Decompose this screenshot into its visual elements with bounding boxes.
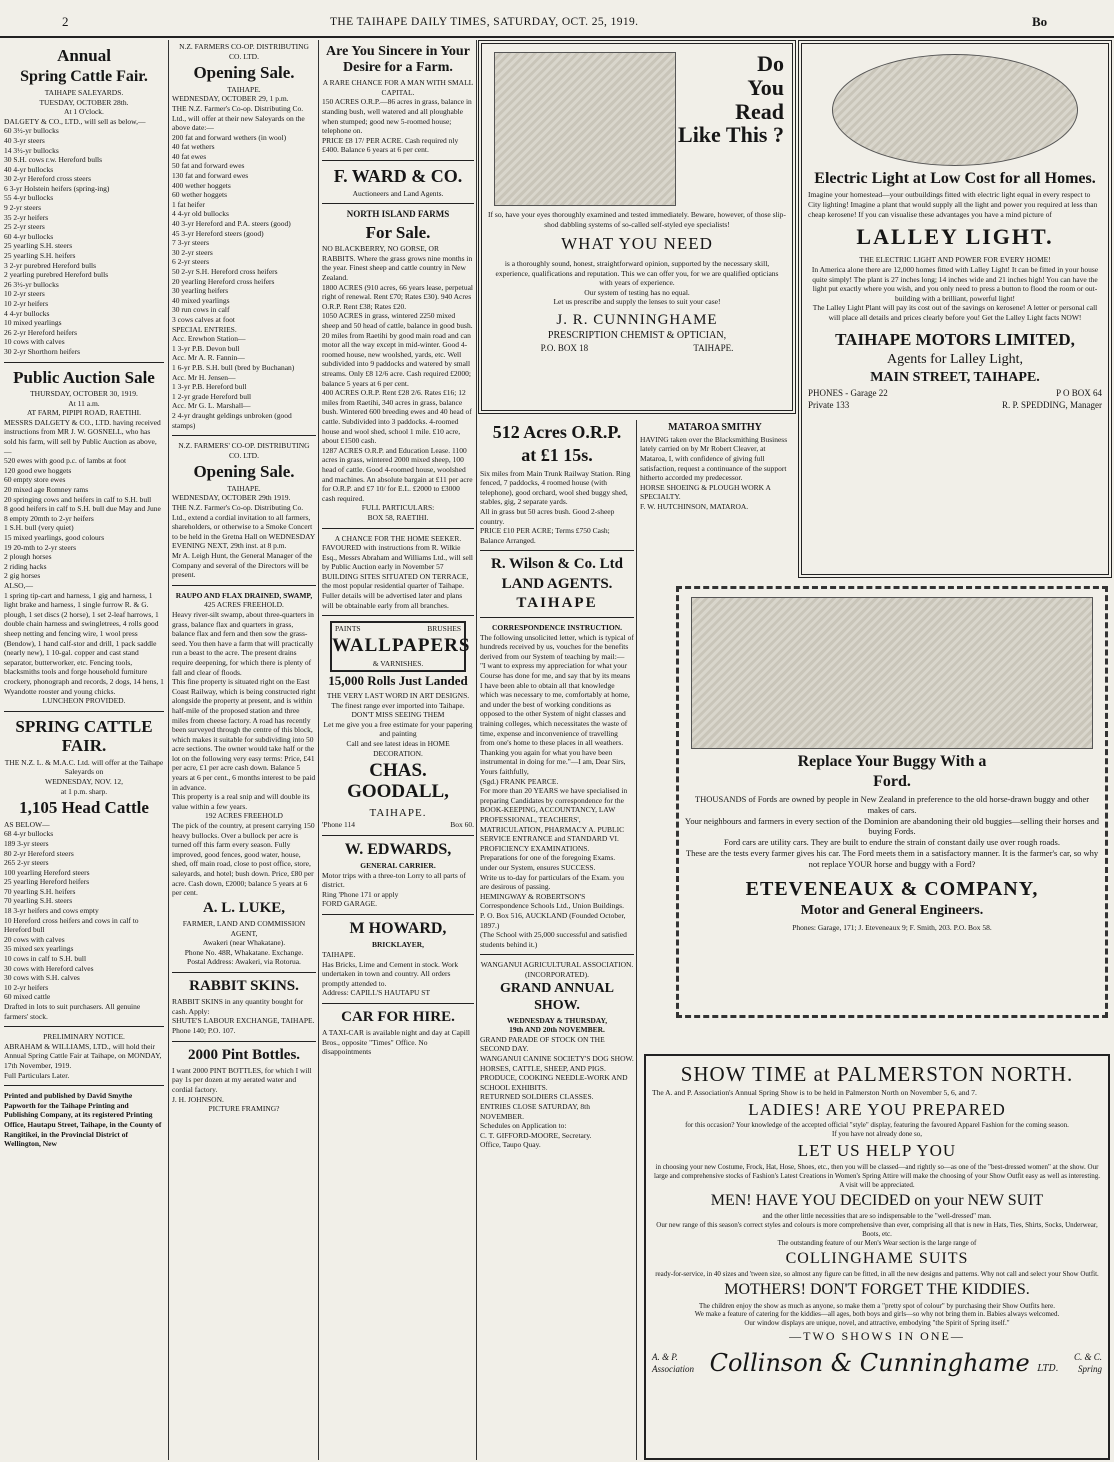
spring-cattle-subtitle: 1,105 Head Cattle: [19, 798, 149, 818]
column-divider: [318, 40, 319, 1460]
show-two-shows: —TWO SHOWS IN ONE—: [789, 1329, 965, 1344]
show-right: [1074, 1352, 1102, 1375]
optician-what: WHAT YOU NEED: [561, 234, 713, 254]
lalley-agents: Agents for Lalley Light,: [886, 352, 1024, 368]
show-h4: COLLINGHAME SUITS: [785, 1249, 969, 1267]
show-h2: LET US HELP YOU: [797, 1141, 957, 1161]
farmers2-body: WEDNESDAY, OCTOBER 29th 1919. THE N.Z. Farmer's Co-op. Distributing Co. Ltd., extend a cordial invitation to all farmers, shareholders, or otherwise to a Smoke Concert to be held in the Gretna Hall on WEDNESDAY EVENING NEXT, 29th inst. at 8 p.m. Mr A. Leigh Hunt, the General Manager of the Company and several of the Directors will be present.: [172, 493, 316, 580]
ford-sub: Motor and General Engineers.: [800, 902, 984, 918]
show-p2: in choosing your new Costume, Frock, Hat, Hose, Shoes, etc., then you will be classed—and rightly so—as one of the "best-dressed women" at the show. Our large and comprehensive stocks of Fashion's Latest Creations in Women's Spring Attire will make the choosing of your Show Outfit easy as well as interesting. A visit will be appreciated.: [654, 1162, 1102, 1189]
column-2: [172, 42, 316, 1460]
divider: [322, 1003, 474, 1004]
wilson-title-2: LAND AGENTS.: [501, 575, 613, 592]
lalley-brand: LALLEY LIGHT.: [856, 224, 1054, 250]
farmers1-place: TAIHAPE.: [227, 84, 261, 94]
raupo-body2: The pick of the country, at present carrying 150 heavy bullocks. Over a bullock per acre is turned off this farm every season. Fully improved, good fences, good water, house, shed, off main road, close to post office, store, saleyards, and hotel; bush down. Price, £80 per acre. Cash down, £2000; balance 5 years at 6 per cent.: [172, 821, 317, 898]
luke-body: FARMER, LAND AND COMMISSION AGENT, Awakeri (near Whakatane). Phone No. 48R, Whakatane. Exchange. Postal Address: Awakeri, via Rotorua.: [182, 919, 306, 967]
lalley-light-ad: [798, 40, 1112, 578]
luke-title: A. L. LUKE,: [202, 899, 286, 916]
show-right-2: Spring: [1077, 1363, 1102, 1374]
lalley-body2: THE ELECTRIC LIGHT AND POWER FOR EVERY HOME! In America alone there are 12,000 homes fitted with Lalley Light! It can be fitted in your house quite simply! The plant is 27 inches long; 14 inches wide and 21 inches high! You can have the light put exactly where you wish, and you only need to press a button to flood the room or out-building with a brilliant, powerful light! The Lalley Light Plant will pay its cost out of the savings on kerosene! A letter or personal call will place all details and prices clearly before you! Get the Lalley Light facts NOW!: [811, 255, 1099, 322]
show-left-1: A. & P.: [652, 1352, 678, 1363]
column-4: [480, 420, 634, 1460]
lalley-box: P O BOX 64: [1056, 388, 1102, 399]
lalley-manager: R. P. SPEDDING, Manager: [1002, 399, 1102, 410]
signature-ltd: LTD.: [1037, 1364, 1059, 1375]
correspondence-body: The following unsolicited letter, which is typical of hundreds received by us, vouches for the benefits derived from our System of teaching by mail:— "I want to express my appreciation for what your Course has done for me, and say that by its means I have been able to obtain all that knowledge which was necessary to me, comfortably at home, and under the best of working conditions as opposed to the other System of night classes and training colleges, which necessitates the waste of time, expense and inconvenience of travelling from one's home to these places in all weathers. Thanking you again for what you have been instrumental in doing for me."—I am, Dear Sirs, Yours faithfully, (Sgd.) FRANK PEARCE. For more than 20 YEARS we have specialised in preparing Candidates by correspondence for the BOOK-KEEPING, ACCOUNTANCY, LAW PROFESSIONAL, TEACHERS', MATRICULATION, PHARMACY A. PUBLIC SERVICE ENTRANCE and STANDARD VI. PROFICIENCY EXAMINATIONS. Preparations for one of the foregoing Exams. under our System, ensures SUCCESS. Write us to-day for particulars of the Exam. you are desirous of passing. HEMINGWAY & ROBERTSON'S Correspondence Schools Ltd., Union Buildings. P. O. Box 516, AUCKLAND (Founded October, 1897.) (The School with 25,000 successful and satisfied students behind it.): [480, 632, 634, 949]
show-title: SHOW TIME at PALMERSTON NORTH.: [680, 1062, 1074, 1086]
rabbit-title: RABBIT SKINS.: [189, 978, 299, 994]
preliminary-body: ABRAHAM & WILLIAMS, LTD., will hold their Annual Spring Cattle Fair at Taihape, on MONDAY, 17th November, 1919. Full Particulars Later.: [4, 1041, 162, 1080]
divider: [322, 528, 474, 529]
ward-sub: Auctioneers and Land Agents.: [352, 188, 444, 198]
wanganui-org: WANGANUI AGRICULTURAL ASSOCIATION. (INCORPORATED).: [480, 960, 636, 979]
lalley-phones-1: PHONES - Garage 22: [808, 388, 888, 399]
divider: [4, 362, 164, 363]
preliminary-title: PRELIMINARY NOTICE.: [43, 1032, 125, 1042]
divider: [4, 1085, 164, 1086]
signature-name: Collinson & Cunninghame: [709, 1349, 1030, 1378]
ford-body: THOUSANDS of Fords are owned by people in New Zealand in preference to the old horse-drawn buggy and other makes of cars. Your neighbours and farmers in every section of the Dominion are abandoning their old buggies—selling their horses and buying Fords. Ford cars are utility cars. They are built to endure the strain of constant daily use over rough roads. These are the tests every farmer gives his car. The Ford meets them in a satisfactory manner. It is the farmer's car, so why not replace YOUR horse and buggy with a Ford?: [685, 793, 1099, 870]
man-reading-illustration: [494, 52, 676, 206]
divider: [322, 835, 474, 836]
optician-body2: is a thoroughly sound, honest, straightforward opinion, supported by the necessary skill, experience, qualifications and reputation. This we can offer you, for we are qualified opticians with years of experience. Our system of testing has no equal. Let us prescribe and supply the lenses to suit your case!: [495, 258, 779, 307]
spring-cattle-intro: THE N.Z. L. & M.A.C. Ltd. will offer at the Taihape Saleyards on WEDNESDAY, NOV. 12, at 1 p.m. sharp.: [4, 757, 164, 796]
acres512-body: Six miles from Main Trunk Railway Station. Ring fenced, 7 paddocks, 4 roomed house (with telephone), good orchard, wool shed buggy shed, stables, gig, 2 separate yards. All in grass but 50 acres bush. Good 2-sheep country. PRICE £10 PER ACRE; Terms £750 Cash; Balance Arranged.: [480, 468, 631, 545]
farmers1-body: WEDNESDAY, OCTOBER 29, 1 p.m. THE N.Z. Farmer's Co-op. Distributing Co. Ltd., will offer at their new Saleyards on the above date:— 200 fat and forward wethers (in wool) 40 fat wethers 40 fat ewes 50 fat and forward ewes 130 fat and forward ewes 400 wether hoggets 60 wether hoggets 1 fat heifer 4 4-yr old bullocks 40 3-yr Hereford and P.A. steers (good) 45 3-yr Hereford steers (good) 7 3-yr steers 30 2-yr steers 6 2-yr steers 50 2-yr S.H. Hereford cross heifers 20 yearling Hereford cross heifers 30 yearling heifers 40 mixed yearlings 30 run cows in calf 3 cows calves at foot SPECIAL ENTRIES. Acc. Erewhon Station— 1 3-yr P.B. Devon bull Acc. Mr A. R. Fannin— 1 6-yr P.B. S.H. bull (bred by Buchanan) Acc. Mr H. Jensen— 1 3-yr P.B. Hereford bull 1 2-yr grade Hereford bull Acc. Mr G. L. Marshall— 2 4-yr draught geldings unbroken (good stamps): [172, 94, 305, 430]
ford-company: ETEVENEAUX & COMPANY,: [745, 877, 1039, 900]
divider: [322, 160, 474, 161]
spring-cattle-footer: Drafted in lots to suit purchasers. All genuine farmers' stock.: [4, 1002, 143, 1021]
divider: [4, 1026, 164, 1027]
divider: [480, 954, 634, 955]
divider: [4, 711, 164, 712]
divider: [172, 585, 316, 586]
smithy-title: MATAROA SMITHY: [668, 422, 762, 433]
wallpapers-banner: [330, 621, 471, 672]
spring-cattle-title: SPRING CATTLE FAIR.: [15, 716, 153, 756]
goodall-place: TAIHAPE.: [369, 807, 427, 820]
public-auction-body: MESSRS DALGETY & CO., LTD. having received instructions from MR J. W. GOSNELL, who has sold his farm, will sell by Public Auction as above,— 520 ewes with good p.c. of lambs at foot 120 good ewe hoggets 60 empty store ewes 20 mixed age Romney rams 20 springing cows and heifers in calf to S.H. bull 8 good heifers in calf to S.H. bull due May and June 8 empty 20mth to 2-yr heifers 1 S.H. bull (very quiet) 15 mixed yearlings, good colours 19 20-mth to 2-yr steers 2 plough horses 2 riding hacks 2 gig horses ALSO,— 1 spring tip-cart and harness, 1 gig and harness, 1 light brake and harness, 1 single furrow R. & G. plough, 1 set discs (2 horse), 1 set 2-leaf harrows, 1 double chain harness and swingletrees, 4 rolls good sheep netting and fencing wire, 1 wool press (Bendow), 1 hand calf-stor and drill, 1 pack saddle (nearly new), 1 10-gal. copper and cast stand separator, butterworker, etc. Fencing tools, blacksmiths tools and forge household furniture crockery, phonograph and records, 2 dogs, 14 hens, 1 Wyandotte rooster and young chicks.: [4, 417, 164, 696]
newspaper-title: THE TAIHAPE DAILY TIMES, SATURDAY, OCT. 25, 1919.: [330, 16, 639, 28]
ford-headline-2: Ford.: [873, 773, 911, 791]
ford-phones: Phones: Garage, 171; J. Eteveneaux 9; F. Smith, 203. P.O. Box 58.: [792, 923, 992, 932]
farmers1-org: N.Z. FARMERS CO-OP. DISTRIBUTING CO. LTD.: [179, 42, 311, 61]
ford-ad: [676, 586, 1108, 1018]
spring-fair-intro: TAIHAPE SALEYARDS. TUESDAY, OCTOBER 28th. At 1 O'clock.: [39, 87, 129, 117]
goodall-phone: 'Phone 114: [322, 820, 355, 830]
lalley-phones-2: Private 133: [808, 399, 850, 410]
howard-body: TAIHAPE. Has Bricks, Lime and Cement in stock. Work undertaken in town and country. All orders promptly attended to. Address: CAPILL'S HAUTAPU ST: [322, 950, 459, 998]
show-right-1: C. & C.: [1073, 1352, 1102, 1363]
show-h5: MOTHERS! DON'T FORGET THE KIDDIES.: [724, 1281, 1030, 1299]
farmers2-title: Opening Sale.: [193, 462, 295, 482]
correspondence-title: CORRESPONDENCE INSTRUCTION.: [491, 623, 623, 633]
spring-fair-title-1: Annual: [57, 46, 111, 65]
optician-place: TAIHAPE.: [693, 342, 734, 353]
lalley-body: Imagine your homestead—your outbuildings fitted with electric light equal in every respect to City lighting! Imagine a plant that would supply all the light and power you required at less than cheap kerosene! If you can visualise these advantages you have a mind picture of: [808, 190, 1100, 219]
farmers2-place: TAIHAPE.: [227, 483, 261, 493]
public-auction-date: THURSDAY, OCTOBER 30, 1919. At 11 a.m. AT FARM, PIPIPI ROAD, RAETIHI.: [26, 389, 142, 418]
raupo-body: Heavy river-silt swamp, about three-quarters in grass, balance flax and quarters in grass, balance flax and fern and then sow the grass-seed. You then have a farm that will practically run a beast to the acre. The present drains require deepening, for which there is plenty of fall and clear of floods. This fine property is situated right on the East Coast Railway, which is being constructed right alongside the property at present, and is within half-mile of the proposed station and three miles from cheese factory. A road has recently been surveyed through the centre of this block, which makes it suitable for subdividing into 50 acre sections. The owner would take half or the lot on the following very easy terms: Price, £41 per acre, £1 per acre cash down. Balance 5 years at 6 per cent., 6 months interest to be paid in advance. This property is a real snip and will double its value within a few years.: [172, 609, 316, 811]
show-p1: for this occasion? Your knowledge of the accepted official "style" display, featuring the favoured Apparel Fashion for the coming season. If you have not already done so,: [685, 1121, 1069, 1139]
pint-body: I want 2000 PINT BOTTLES, for which I will pay 1s per dozen at my aerated water and cordial factory. J. H. JOHNSON.: [172, 1065, 312, 1104]
edwards-body: Motor trips with a three-ton Lorry to all parts of district. Ring 'Phone 171 or apply FORD GARAGE.: [322, 870, 466, 909]
optician-title: PRESCRIPTION CHEMIST & OPTICIAN,: [547, 330, 727, 342]
show-intro: The A. and P. Association's Annual Spring Show is to be held in Palmerston North on November 5, 6, and 7.: [652, 1088, 977, 1098]
column-divider: [168, 40, 169, 1460]
home-seeker-title: A CHANCE FOR THE HOME SEEKER.: [334, 533, 462, 543]
raupo-sub: 425 ACRES FREEHOLD.: [204, 600, 284, 610]
spring-fair-title-2: Spring Cattle Fair.: [20, 67, 148, 85]
imprint: Printed and published by David Smythe Papworth for the Taihape Printing and Publishing Company, at its registered Printing Office, Hautapu Street, Taihape, in the County of Rangitikei, in the Provincial District of Wellington, New: [4, 1091, 164, 1149]
optician-name: J. R. CUNNINGHAME: [556, 311, 718, 328]
edwards-title: W. EDWARDS,: [344, 840, 452, 858]
ward-title: F. WARD & CO.: [333, 165, 463, 186]
wallpapers-dont: DON'T MISS SEEING THEM: [351, 710, 445, 720]
show-p3: and the other little necessities that are so indispensable to the "well-dressed" man. Our new range of this season's correct styles and colours is more comprehensive than ever, comprising all that is new in Hats, Ties, Shirts, Socks, Underwear, Boots, etc. The outstanding feature of our Men's Wear section is the large range of: [656, 1211, 1098, 1247]
goodall-title: CHAS. GOODALL,: [347, 760, 449, 803]
show-p5: The children enjoy the show as much as anyone, so make them a "pretty spot of colour" by purchasing their Show Outfits here. We make a feature of catering for the kiddies—all ages, both boys and girls—so why not bring them in. Babies always welcomed. Our window displays are unique, novel, and attractive, embodying "the Spirit of Spring itself.": [694, 1301, 1060, 1328]
page-number: 2: [62, 14, 69, 29]
rabbit-body: RABBIT SKINS in any quantity bought for cash. Apply: SHUTE'S LABOUR EXCHANGE, TAIHAPE. Phone 140; P.O. 107.: [172, 997, 315, 1036]
optician-box: P.O. BOX 18: [540, 342, 589, 353]
farmers1-title: Opening Sale.: [193, 63, 295, 83]
howard-sub: BRICKLAYER,: [371, 940, 425, 950]
column-3: [322, 42, 474, 1460]
goodall-contacts: [322, 820, 474, 830]
sincere-sub: A RARE CHANCE FOR A MAN WITH SMALL CAPITAL.: [322, 78, 476, 97]
north-island-body: NO BLACKBERRY, NO GORSE, OR RABBITS. Where the grass grows nine months in the year. Finest sheep and cattle country in New Zealand. 1800 ACRES (910 acres, 66 years lease, perpetual right of renewal. Rent £70; Rates £30). 940 Acres O.R.P. Rent £38; Rates £20. 1050 ACRES in grass, wintered 2250 mixed sheep and 50 head of cattle, balance in good bush. 20 miles from Raetihi by good main road and can motor all the way except in mid-winter. Good 4-roomed house, new woolshed, yards, etc. Well subdivided into 9 paddocks and watered by small streams. Only £8 12/6 acre. Cash required £2000; balance 5 years at 6 per cent. 400 ACRES O.R.P. Rent £28 2/6. Rates £16; 12 miles from Raetihi, 340 acres in grass, balance bush. Wintered 600 breeding ewes and 40 head of cattle. Subdivided into 3 paddocks. 4-roomed house and wool shed, school 1 mile. £10 acre, about £1500 cash. 1287 ACRES O.R.P. and Education Lease. 1100 acres in grass, wintered 2000 mixed sheep, 100 head of cattle. Good 4-roomed house, woolshed and machines. An absolute bargain at £11 per acre for O.R.P. and £7 10/ for E.L. £2000 to £3000 cash required.: [322, 244, 473, 503]
masthead-rule: [0, 36, 1114, 38]
ford-headline-1: Replace Your Buggy With a: [797, 753, 987, 770]
divider: [480, 617, 634, 618]
wallpapers-badge-right: BRUSHES: [427, 624, 461, 634]
show-h1: LADIES! ARE YOU PREPARED: [748, 1099, 1006, 1119]
optician-ad-top: [488, 48, 786, 210]
divider: [172, 972, 316, 973]
car-hire-title: CAR FOR HIRE.: [341, 1009, 455, 1026]
raupo-sub2: 192 ACRES FREEHOLD: [205, 811, 283, 821]
optician-ad: [478, 40, 796, 414]
optician-headline-line: You: [747, 74, 784, 100]
divider: [322, 914, 474, 915]
masthead: [0, 0, 1114, 36]
show-p4: ready-for-service, in 40 sizes and 'tween size, so almost any figure can be fitted, in all the new designs and patterns. Why not call and select your Show Outfit.: [655, 1270, 1099, 1279]
lalley-street: MAIN STREET, TAIHAPE.: [870, 370, 1040, 386]
sincere-body: 150 ACRES O.R.P.—86 acres in grass, balance in standing bush, well watered and all ploughable when stumped; good new 5-roomed house; telephone on. PRICE £8 17/ PER ACRE. Cash required nly £400. Balance 6 years at 6 per cent.: [322, 97, 472, 155]
sincere-title: Are You Sincere in Your Desire for a Farm.: [326, 44, 470, 76]
optician-headline-line: Read: [735, 98, 784, 124]
acres512-title-2: at £1 15s.: [521, 444, 593, 465]
farmers2-org: N.Z. FARMERS' CO-OP. DISTRIBUTING CO. LTD.: [178, 441, 312, 460]
divider: [172, 435, 316, 436]
divider: [480, 550, 634, 551]
divider: [322, 203, 474, 204]
pint-footer: PICTURE FRAMING?: [208, 1104, 280, 1114]
lalley-contacts-2: [808, 400, 1102, 412]
corner-mark: Bo: [1032, 14, 1048, 29]
north-island-footer: FULL PARTICULARS: BOX 58, RAETIHI.: [361, 503, 435, 522]
wallpapers-body2: Let me give you a free estimate for your papering and painting Call and see latest ideas in HOME DECORATION.: [323, 719, 473, 758]
raupo-title: RAUPO AND FLAX DRAINED, SWAMP,: [175, 590, 313, 600]
howard-title: M HOWARD,: [349, 920, 447, 938]
divider: [172, 1041, 316, 1042]
lalley-company: TAIHAPE MOTORS LIMITED,: [835, 330, 1075, 350]
car-hire-body: A TAXI-CAR is available night and day at Capill Bros., opposite "Times" Office. No disappointments: [322, 1028, 472, 1057]
collinson-signature: [710, 1348, 1059, 1379]
spring-fair-body: DALGETY & CO., LTD., will sell as below,— 60 3½-yr bullocks 40 3-yr steers 14 3½-yr bullocks 30 S.H. cows r.w. Hereford bulls 40 4-yr bullocks 30 2-yr Hereford cross steers 6 3-yr Holstein heifers (spring-ing) 55 4-yr bullocks 9 2-yr steers 35 2-yr heifers 25 2-yr steers 60 4-yr bullocks 25 yearling S.H. steers 25 yearling S.H. heifers 3 2-yr purebred Hereford bulls 2 yearling purebred Hereford bulls 26 3½-yr bullocks 10 2-yr steers 10 2-yr heifers 4 4-yr bullocks 10 mixed yearlings 26 2-yr Hereford heifers 10 cows with calves 30 2-yr Shorthorn heifers: [4, 116, 146, 356]
show-time-ad: [644, 1054, 1110, 1460]
wanganui-body: GRAND PARADE OF STOCK ON THE SECOND DAY. WANGANUI CANINE SOCIETY'S DOG SHOW. HORSES, CATTLE, SHEEP, AND PIGS. PRODUCE, COOKING NEEDLE-WORK AND SCHOOL EXHIBITS. RETURNED SOLDIERS CLASSES. ENTRIES CLOSE SATURDAY, 8th NOVEMBER. Schedules on Application to: C. T. GIFFORD-MOORE, Secretary. Office, Taupo Quay.: [480, 1034, 634, 1150]
optician-body: If so, have your eyes thoroughly examined and tested immediately. Beware, however, of those slip-shod dabbling systems of so-called self-styled eye specialists!: [488, 210, 786, 229]
column-divider: [636, 420, 637, 1460]
spring-cattle-body: AS BELOW— 68 4-yr bullocks 189 3-yr steers 80 2-yr Hereford steers 265 2-yr steers 100 yearling Hereford steers 25 yearling Hereford heifers 70 yearling S.H. heifers 70 yearling S.H. steers 18 3-yr heifers and cows empty 10 Hereford cross heifers and cows in calf to Hereford bull 20 cows with calves 35 mixed sex yearlings 10 cows in calf to S.H. bull 30 cows with Hereford calves 30 cows with S.H. calves 10 2-yr heifers 60 mixed cattle: [4, 819, 139, 1002]
lalley-contacts-1: [808, 388, 1102, 400]
wilson-title-1: R. Wilson & Co. Ltd: [491, 556, 623, 573]
edwards-sub: GENERAL CARRIER.: [360, 861, 436, 871]
home-seeker-body: FAVOURED with instructions from R. Wilkie Esq., Messrs Abraham and Williams Ltd., will sell by Public Auction early in November 57 BUILDING SITES SITUATED ON TERRACE, the most popular residential quarter of Taihape. Fuller details will be advertised later and plans will be obtainable early from all branches.: [322, 543, 475, 610]
show-signature-row: [652, 1348, 1102, 1379]
smithy-body: HAVING taken over the Blacksmithing Business lately carried on by Mr Robert Cleaver, at Mataroa, I, with confidence of giving full satisfaction, request a continuance of the support hitherto accorded my predecessor. HORSE SHOEING & PLOUGH WORK A SPECIALTY. F. W. HUTCHINSON, MATAROA.: [640, 434, 788, 511]
ford-car-illustration: [691, 597, 1093, 749]
wallpapers-sub: & VARNISHES.: [372, 658, 424, 668]
lalley-headline: Electric Light at Low Cost for all Homes.: [814, 170, 1096, 187]
north-island-title-1: NORTH ISLAND FARMS: [346, 209, 450, 220]
wanganui-title: GRAND ANNUAL SHOW.: [500, 981, 614, 1013]
wallpapers-headline: 15,000 Rolls Just Landed: [328, 673, 468, 689]
public-auction-title: Public Auction Sale: [13, 367, 155, 387]
divider: [322, 615, 474, 616]
column-1: [4, 44, 164, 1460]
wanganui-date: WEDNESDAY & THURSDAY, 19th AND 20th NOVEMBER.: [506, 1015, 608, 1035]
show-left: [652, 1352, 694, 1375]
show-left-2: Association: [652, 1363, 694, 1374]
optician-contacts: [488, 343, 786, 355]
goodall-box: Box 60.: [450, 820, 474, 830]
optician-headline-line: Do: [757, 51, 784, 76]
pint-title: 2000 Pint Bottles.: [187, 1046, 301, 1063]
wilson-title-3: TAIHAPE: [516, 594, 598, 611]
homestead-illustration: [832, 54, 1078, 166]
north-island-title-2: For Sale.: [365, 222, 431, 242]
public-auction-footer: LUNCHEON PROVIDED.: [42, 696, 126, 706]
wallpapers-title: WALLPAPERS: [332, 635, 471, 657]
wallpapers-body: THE VERY LAST WORD IN ART DESIGNS. The finest range ever imported into Taihape.: [326, 691, 470, 710]
column-divider: [476, 40, 477, 1460]
show-h3: MEN! HAVE YOU DECIDED on your NEW SUIT: [710, 1191, 1044, 1209]
wallpapers-badge-left: PAINTS: [335, 624, 361, 634]
acres512-title-1: 512 Acres O.R.P.: [492, 422, 622, 442]
optician-headline: [664, 52, 784, 147]
optician-headline-line: Like This ?: [678, 122, 784, 148]
